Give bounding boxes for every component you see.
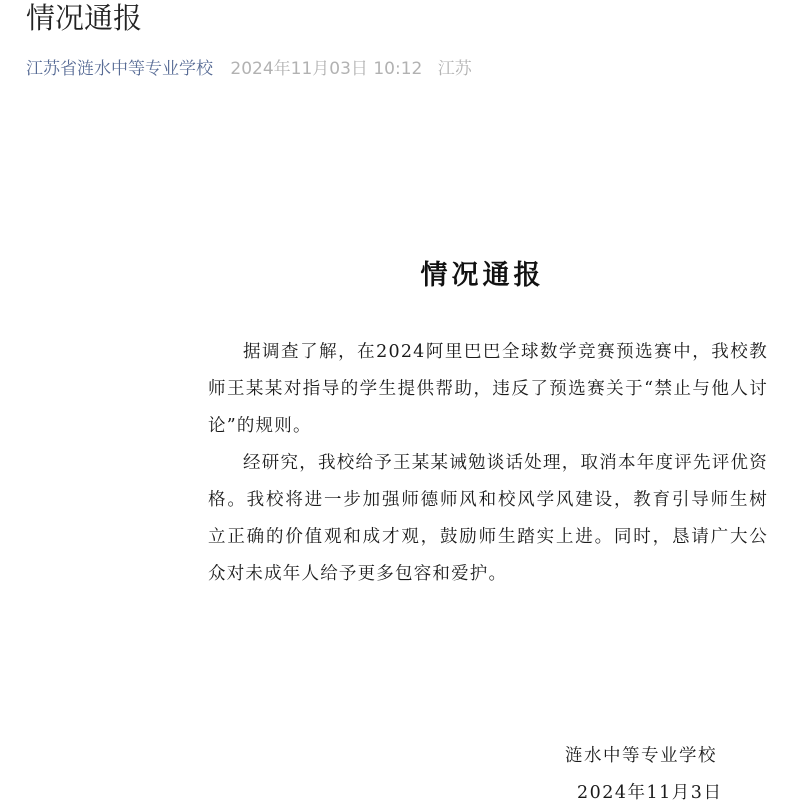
notice-body — [208, 334, 768, 593]
notice-heading: 情况通报 — [420, 260, 545, 291]
notice-paragraph-2: 经研究，我校给予王某某诫勉谈话处理，取消本年度评先评优资格。我校将进一步加强师德师风和校风学风建设，教育引导师生树立正确的价值观和成才观，鼓励师生踏实上进。同时，恳请广大公众对未成年人给予更多包容和爱护。 — [208, 453, 768, 584]
notice-signature — [565, 738, 722, 812]
notice-paragraph-1: 据调查了解，在2024阿里巴巴全球数学竞赛预选赛中，我校教师王某某对指导的学生提供帮助，违反了预选赛关于“禁止与他人讨论”的规则。 — [208, 342, 768, 436]
signature-date: 2024年11月3日 — [577, 783, 723, 803]
signature-school: 涟水中等专业学校 — [565, 746, 717, 766]
publish-date: 2024年11月03日 10:12 — [230, 59, 423, 79]
account-name-link[interactable]: 江苏省涟水中等专业学校 — [26, 59, 213, 79]
publish-region: 江苏 — [437, 59, 472, 79]
article-title: 情况通报 — [26, 1, 143, 35]
